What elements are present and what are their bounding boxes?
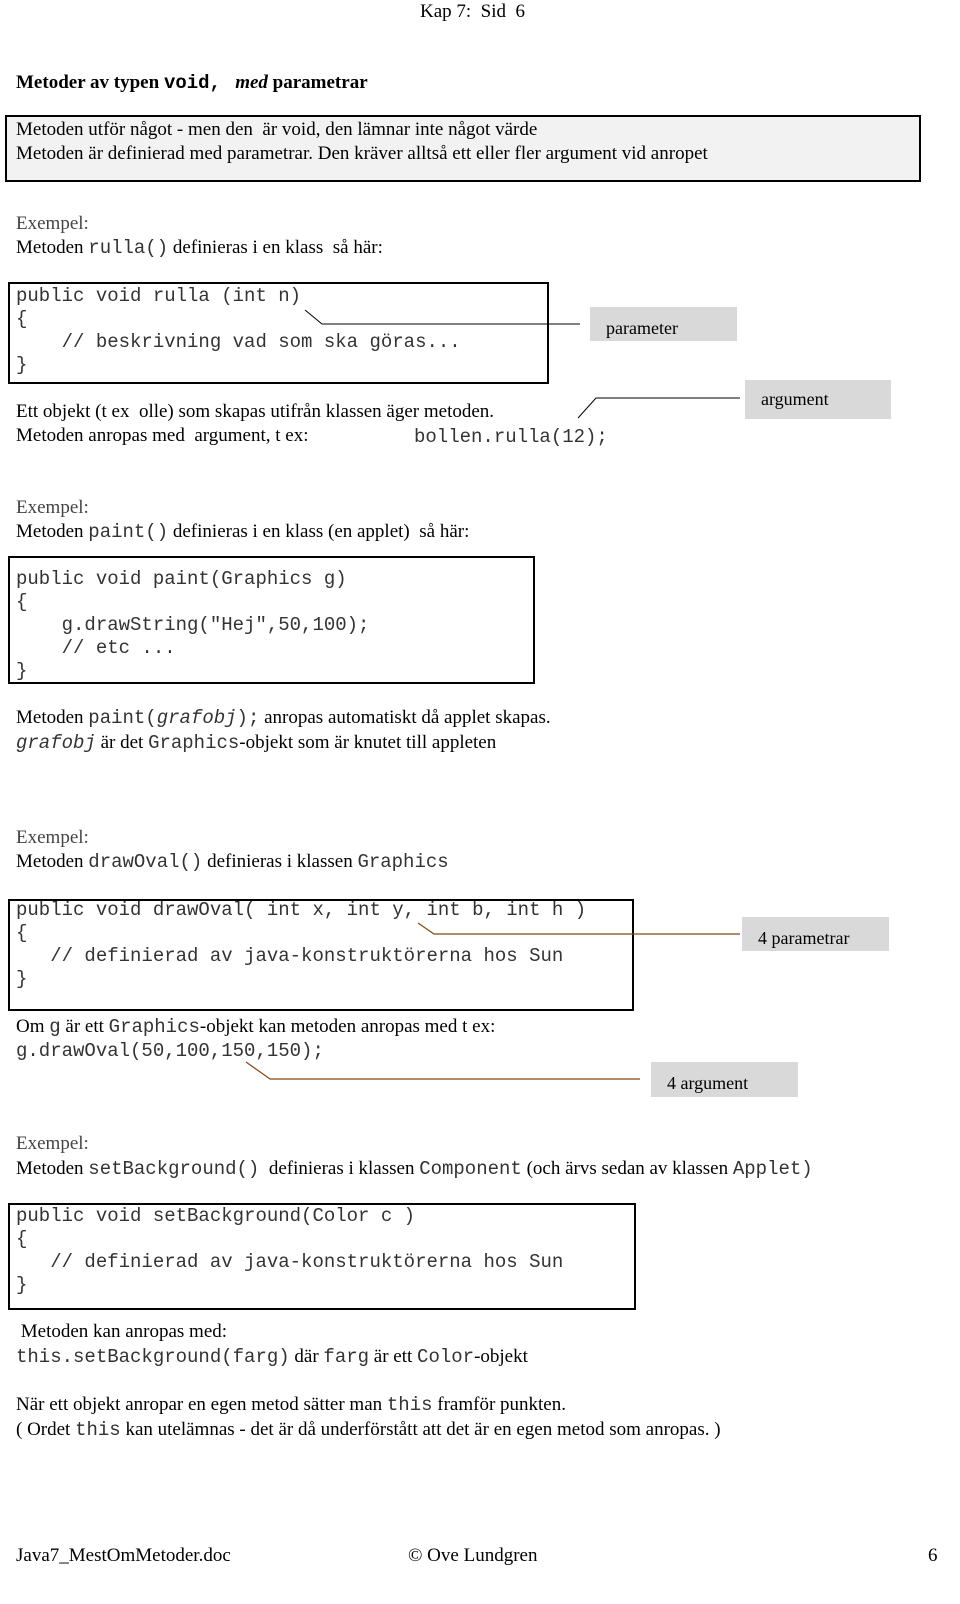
argument-connector <box>578 398 740 418</box>
code-line: g.drawString("Hej",50,100); <box>16 614 370 636</box>
code-line: // definierad av java-konstruktörerna hos Sun <box>16 945 564 967</box>
text: är ett <box>60 1016 109 1037</box>
footer-author: © Ove Lundgren <box>408 1545 538 1566</box>
example-heading: Exempel: <box>16 827 89 848</box>
code-line: // definierad av java-konstruktörerna hos Sun <box>16 1251 564 1273</box>
intro-text: Metoden <box>16 521 89 542</box>
code: Graphics <box>148 732 240 754</box>
text: ( Ordet <box>16 1419 76 1440</box>
text: -objekt som är knutet till appleten <box>239 732 497 753</box>
title-post: parametrar <box>267 72 368 93</box>
arguments-label: 4 argument <box>651 1062 798 1097</box>
intro-text: definieras i klassen <box>202 851 358 872</box>
code-line: // etc ... <box>16 637 176 659</box>
title-med: med <box>235 72 268 93</box>
code-line: public void rulla (int n) <box>16 285 302 307</box>
intro-code: Graphics <box>357 851 449 873</box>
intro-text: definieras i klassen <box>259 1158 420 1179</box>
code-line: // beskrivning vad som ska göras... <box>16 331 461 353</box>
page-header: Kap 7: Sid 6 <box>420 1 526 22</box>
example-heading: Exempel: <box>16 1133 89 1154</box>
intro-code: Component <box>419 1158 522 1180</box>
text: är det <box>95 732 149 753</box>
code: g <box>49 1016 61 1038</box>
code-line: public void drawOval( int x, int y, int b, int h ) <box>16 899 587 921</box>
intro-text: (och ärvs sedan av klassen <box>521 1158 733 1179</box>
text: -objekt kan metoden anropas med t ex: <box>199 1016 496 1037</box>
code-line: } <box>16 968 28 990</box>
example-heading: Exempel: <box>16 213 89 234</box>
text: Om <box>16 1016 50 1037</box>
text: kan utelämnas - det är då underförstått att det är en egen metod som anropas. ) <box>120 1419 721 1440</box>
argument-label: argument <box>745 380 891 419</box>
code: farg <box>323 1346 370 1368</box>
intro-text: Metoden <box>16 237 89 258</box>
intro-code: setBackground() <box>88 1158 260 1180</box>
text: anropas automatiskt då applet skapas. <box>259 707 551 728</box>
arguments-connector <box>246 1062 640 1079</box>
parameter-label: parameter <box>590 307 737 341</box>
code-italic: grafobj <box>156 707 237 729</box>
text: -objekt <box>474 1346 528 1367</box>
example-line: Ett objekt (t ex olle) som skapas utifrån klassen äger metoden. <box>16 401 495 422</box>
code: this <box>386 1394 433 1416</box>
text: där <box>289 1346 324 1367</box>
code-line: { <box>16 922 28 944</box>
code-line: } <box>16 354 28 376</box>
intro-code: rulla() <box>88 237 169 259</box>
code-italic: grafobj <box>16 732 96 754</box>
intro-code: drawOval() <box>88 851 203 873</box>
code-line: public void setBackground(Color c ) <box>16 1205 416 1227</box>
info-line-2: Metoden är definierad med parametrar. Den kräver alltså ett eller fler argument vid anropet <box>16 143 708 164</box>
call-code: bollen.rulla(12); <box>414 426 608 448</box>
call-code: g.drawOval(50,100,150,150); <box>16 1040 324 1062</box>
text: Metoden <box>16 707 89 728</box>
code-line: { <box>16 591 28 613</box>
example-line: Metoden kan anropas med: <box>16 1321 228 1342</box>
code-line: public void paint(Graphics g) <box>16 568 347 590</box>
code: Color <box>417 1346 475 1368</box>
parameters-label: 4 parametrar <box>742 917 889 951</box>
title-text: Metoder av typen <box>16 72 164 93</box>
code-line: } <box>16 1274 28 1296</box>
text: framför punkten. <box>432 1394 566 1415</box>
example-line: Metoden anropas med argument, t ex: <box>16 425 309 446</box>
parameters-connector <box>418 923 740 934</box>
title-code: void, <box>163 72 221 94</box>
code: ); <box>236 707 260 729</box>
text: är ett <box>369 1346 418 1367</box>
intro-text-post: definieras i en klass så här: <box>168 237 383 258</box>
intro-text-post: definieras i en klass (en applet) så här: <box>168 521 470 542</box>
code: paint( <box>88 707 157 729</box>
footer-page-number: 6 <box>928 1545 938 1566</box>
parameter-connector <box>305 310 580 324</box>
example-heading: Exempel: <box>16 497 89 518</box>
intro-text: Metoden <box>16 851 89 872</box>
text: När ett objekt anropar en egen metod sätter man <box>16 1394 387 1415</box>
code: this <box>75 1419 121 1441</box>
intro-code: Applet) <box>732 1158 813 1180</box>
info-line-1: Metoden utför något - men den är void, den lämnar inte något värde <box>16 119 538 140</box>
code-line: } <box>16 660 28 682</box>
footer-filename: Java7_MestOmMetoder.doc <box>16 1545 231 1566</box>
code-line: { <box>16 1228 28 1250</box>
intro-code: paint() <box>88 521 169 543</box>
code: this.setBackground(farg) <box>16 1346 290 1368</box>
intro-text: Metoden <box>16 1158 89 1179</box>
code-line: { <box>16 308 28 330</box>
code: Graphics <box>108 1016 200 1038</box>
